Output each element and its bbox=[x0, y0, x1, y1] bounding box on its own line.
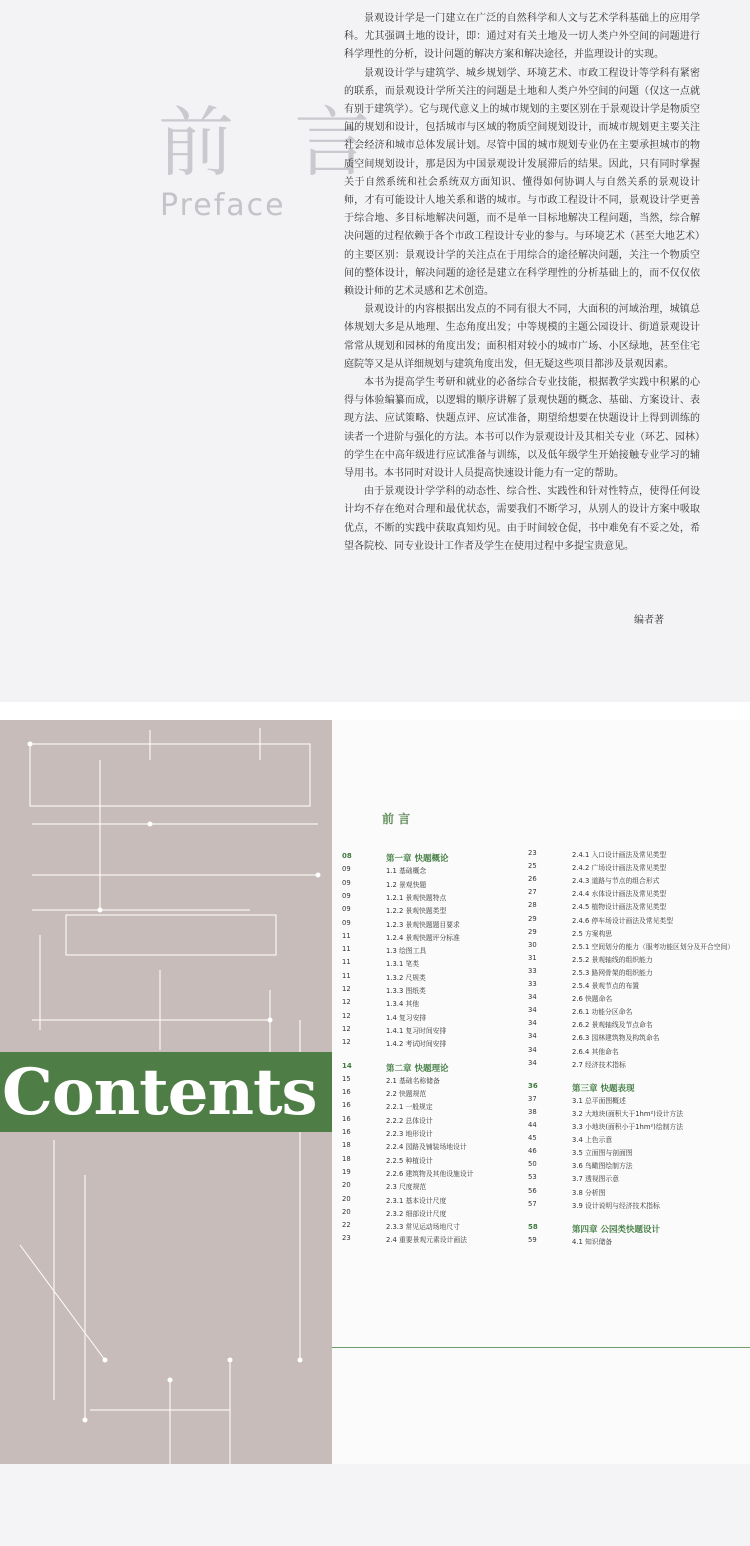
toc-page-number: 38 bbox=[528, 1107, 537, 1116]
preface-title-cn: 前 言 bbox=[158, 98, 389, 187]
toc-title: 2.2.1 一般规定 bbox=[386, 1103, 433, 1112]
toc-title: 1.4.2 考试时间安排 bbox=[386, 1040, 447, 1049]
toc-title: 2.7 经济技术指标 bbox=[572, 1060, 626, 1069]
toc-page-number: 29 bbox=[528, 927, 537, 936]
preface-paragraph: 本书为提高学生考研和就业的必备综合专业技能，根据教学实践中积累的心得与体验编纂而成，以逻辑的顺序讲解了景观快题的概念、基础、方案设计、表现方法、应试策略、快题点评、应试准备，期望给想要在快题设计上得到训练的读者一个进阶与强化的方法。本书可以作为景观设计及其相关专业（环艺、园林）的学生在中高年级进行应试准备与训练，以及低年级学生开始接触专业学习的辅导用书。本书同时对设计人员提高快速设计能力有一定的帮助。 bbox=[344, 377, 700, 480]
toc-page-number: 18 bbox=[342, 1154, 351, 1163]
toc-title: 2.2.5 种植设计 bbox=[386, 1156, 433, 1165]
toc-title: 1.3.2 尺规类 bbox=[386, 973, 426, 982]
page-bottom bbox=[0, 1464, 750, 1546]
toc-page-number: 18 bbox=[342, 1141, 351, 1150]
toc-preface-label: 前 言 bbox=[382, 812, 411, 826]
toc-page-number: 58 bbox=[528, 1222, 538, 1231]
toc-title: 1.2.1 景观快题特点 bbox=[386, 893, 447, 902]
toc-page-number: 46 bbox=[528, 1147, 537, 1156]
toc-title: 3.6 鸟瞰图绘制方法 bbox=[572, 1162, 633, 1171]
toc-page-number: 16 bbox=[342, 1128, 351, 1136]
toc-page-number: 09 bbox=[342, 891, 351, 900]
toc-page-number: 30 bbox=[528, 940, 537, 949]
toc-title: 1.4.1 复习时间安排 bbox=[386, 1026, 447, 1035]
toc-page-number: 16 bbox=[342, 1101, 351, 1110]
preface-paragraph: 景观设计学与建筑学、城乡规划学、环境艺术、市政工程设计等学科有紧密的联系，而景观设计学所关注的问题是土地和人类户外空间的问题（仅这一点就有别于建筑学）。它与现代意义上的城市规划的主要区别在于景观设计学是物质空间的规划和设计，包括城市与区域的物质空间规划设计，而城市规划更主要关注社会经济和城市总体发展计划。尽管中国的城市规划专业仍在主要承担城市的物质空间规划设计，那是因为中国景观设计发展滞后的结果。因此，只有同时掌握关于自然系统和社会系统双方面知识、懂得如何协调人与自然关系的景观设计师，才有可能设计人地关系和谐的城市。与市政工程设计不同，景观设计学更善于综合地、多目标地解决问题，而不是单一目标地解决工程问题，当然，综合解决问题的过程依赖于各个市政工程设计专业的参与。与环境艺术（甚至大地艺术）的主要区别：景观设计学的关注点在于用综合的途径解决问题，关注一个物质空间的整体设计，解决问题的途径是建立在科学理性的分析基础上的，而不仅仅依赖设计师的艺术灵感和艺术创造。 bbox=[344, 67, 700, 298]
toc-title: 2.5.4 景观节点的布置 bbox=[572, 982, 640, 990]
toc-title: 2.2 快题规范 bbox=[386, 1090, 427, 1099]
toc-page-number: 20 bbox=[342, 1194, 351, 1203]
toc-title: 2.4.2 广场设计画法及常见类型 bbox=[572, 864, 667, 873]
preface-body bbox=[344, 10, 700, 556]
decor-rect-top bbox=[30, 744, 310, 806]
toc-page-number: 59 bbox=[528, 1235, 537, 1244]
toc-title: 2.1 基础名称储备 bbox=[386, 1076, 440, 1085]
toc-title: 3.9 设计说明与经济技术指标 bbox=[572, 1201, 660, 1210]
toc-title: 2.6.3 园林建筑物及构筑命名 bbox=[572, 1034, 660, 1043]
toc-title: 2.6.1 功能分区命名 bbox=[572, 1008, 633, 1017]
toc-page-number: 31 bbox=[528, 953, 537, 962]
toc-page-number: 08 bbox=[342, 852, 352, 860]
toc-title: 3.7 透视图示意 bbox=[572, 1175, 619, 1184]
toc-page-number: 29 bbox=[528, 914, 537, 923]
preface-signature: 编者著 bbox=[634, 615, 664, 626]
toc-title: 1.3.1 笔类 bbox=[386, 960, 420, 969]
toc-page-number: 34 bbox=[528, 1006, 537, 1015]
toc-page-number: 36 bbox=[528, 1081, 538, 1090]
toc-title: 2.4.4 水体设计画法及常见类型 bbox=[572, 890, 667, 899]
toc-page-number: 19 bbox=[342, 1167, 351, 1176]
toc-left-column bbox=[342, 852, 522, 1272]
toc-title: 第一章 快题概论 bbox=[386, 854, 449, 864]
toc-title: 1.3.3 图纸类 bbox=[386, 987, 426, 995]
toc-page-number: 56 bbox=[528, 1186, 537, 1195]
toc-title: 3.8 分析图 bbox=[572, 1188, 606, 1197]
toc-page-number: 28 bbox=[528, 901, 537, 910]
toc-page-number: 12 bbox=[342, 1038, 351, 1047]
toc-page-number: 27 bbox=[528, 888, 537, 897]
toc-title: 2.4.3 道路与节点的组合形式 bbox=[572, 877, 660, 886]
toc-page-number: 09 bbox=[342, 878, 351, 887]
toc-page-number: 34 bbox=[528, 1058, 537, 1067]
toc-page-number: 33 bbox=[528, 966, 537, 975]
toc-title: 1.2.4 景观快题评分标准 bbox=[386, 933, 460, 942]
toc-page-number: 20 bbox=[342, 1181, 351, 1190]
footer-rule bbox=[332, 1347, 750, 1348]
toc-title: 3.4 上色示意 bbox=[572, 1136, 613, 1145]
toc-page-number: 09 bbox=[342, 918, 351, 927]
toc-page-number: 34 bbox=[528, 1019, 537, 1028]
toc-title: 2.3 尺度规范 bbox=[386, 1183, 427, 1192]
toc-page-number: 37 bbox=[528, 1094, 537, 1103]
toc-page-number: 11 bbox=[342, 971, 351, 980]
toc-page-number: 16 bbox=[342, 1114, 351, 1123]
preface-paragraph: 由于景观设计学学科的动态性、综合性、实践性和针对性特点，使得任何设计均不存在绝对合理和最优状态，需要我们不断学习，从别人的设计方案中吸取优点，不断的实践中获取真知灼见。由于时间较仓促，书中难免有不妥之处，希望各院校、同专业设计工作者及学生在使用过程中多提宝贵意见。 bbox=[344, 486, 700, 552]
toc-page-number: 14 bbox=[342, 1061, 352, 1070]
toc-title: 2.3.2 细部设计尺度 bbox=[386, 1209, 447, 1218]
toc-title: 2.5.3 路网骨架的组织能力 bbox=[572, 968, 653, 977]
toc-title: 2.4.5 植物设计画法及常见类型 bbox=[572, 903, 667, 912]
toc-title: 1.2.3 景观快题题目要求 bbox=[386, 920, 460, 929]
toc-page-number: 12 bbox=[342, 1024, 351, 1033]
toc-title: 2.4.6 停车场设计画法及常见类型 bbox=[572, 916, 674, 925]
toc-page-number: 25 bbox=[528, 862, 537, 871]
toc-title: 3.2 大地块(面积大于1hm²)设计方法 bbox=[572, 1109, 684, 1118]
page-gap bbox=[0, 702, 750, 720]
toc-page-number: 44 bbox=[528, 1121, 537, 1129]
toc-page-number: 11 bbox=[342, 931, 351, 940]
preface-page bbox=[0, 0, 750, 702]
toc-title: 1.2.2 景观快题类型 bbox=[386, 907, 447, 916]
toc-title: 2.3.1 基本设计尺度 bbox=[386, 1196, 447, 1205]
toc-page-number: 57 bbox=[528, 1199, 537, 1208]
toc-title: 2.2.6 建筑物及其他设施设计 bbox=[386, 1169, 474, 1178]
toc-title: 2.6.4 其他命名 bbox=[572, 1047, 619, 1056]
toc-title: 2.2.2 总体设计 bbox=[386, 1116, 433, 1125]
toc-page-number: 11 bbox=[342, 958, 351, 967]
toc-title: 1.3.4 其他 bbox=[386, 1000, 420, 1009]
toc-title: 3.1 总平面图概述 bbox=[572, 1096, 626, 1105]
toc-title: 2.6.2 景观轴线及节点命名 bbox=[572, 1021, 653, 1030]
toc-page-number: 22 bbox=[342, 1221, 351, 1230]
toc-page-number: 34 bbox=[528, 993, 537, 1002]
toc-title: 2.5 方案构思 bbox=[572, 929, 613, 938]
toc-title: 2.4 重要景观元素设计画法 bbox=[386, 1236, 467, 1245]
toc-title: 1.4 复习安排 bbox=[386, 1013, 427, 1022]
toc-title: 2.5.2 景观轴线的组织能力 bbox=[572, 955, 653, 964]
toc-page-number: 12 bbox=[342, 1011, 351, 1020]
preface-paragraph: 景观设计的内容根据出发点的不同有很大不同，大面积的河域治理，城镇总体规划大多是从地理、生态角度出发；中等规模的主题公园设计、街道景观设计常常从规划和园林的角度出发；面积相对较小的城市广场、小区绿地，甚至住宅庭院等又是从详细规划与建筑角度出发，但无疑这些项目都涉及景观因素。 bbox=[344, 304, 700, 370]
toc-title: 2.3.3 常见运动场地尺寸 bbox=[386, 1223, 460, 1232]
decor-rect-mid bbox=[66, 915, 276, 955]
toc-title: 1.3 绘图工具 bbox=[386, 947, 427, 956]
toc-title: 2.4.1 入口设计画法及常见类型 bbox=[572, 851, 667, 859]
toc-page-number: 34 bbox=[528, 1032, 537, 1041]
toc-title: 2.5.1 空间划分的能力（服考功能区划分及开合空间） bbox=[572, 942, 735, 951]
toc-page-number: 23 bbox=[342, 1234, 351, 1243]
toc-title: 3.5 立面图与剖面图 bbox=[572, 1149, 633, 1158]
toc-page-number: 12 bbox=[342, 985, 351, 993]
toc-title: 2.2.3 地形设计 bbox=[386, 1130, 433, 1138]
toc-right-column bbox=[528, 849, 750, 1269]
toc-title: 第三章 快题表现 bbox=[572, 1083, 635, 1094]
toc-page-number: 45 bbox=[528, 1134, 537, 1143]
toc-page-number: 33 bbox=[528, 980, 537, 988]
toc-title: 1.1 基础概念 bbox=[386, 867, 427, 876]
toc-page-number: 26 bbox=[528, 875, 537, 884]
toc-page-number: 12 bbox=[342, 998, 351, 1007]
toc-page-number: 11 bbox=[342, 945, 351, 954]
toc-page-number: 09 bbox=[342, 865, 351, 874]
preface-title-en: Preface bbox=[160, 188, 286, 223]
toc-page-number: 15 bbox=[342, 1074, 351, 1083]
toc-title: 3.3 小地块(面积小于1hm²)绘制方法 bbox=[572, 1123, 684, 1131]
toc-page-number: 34 bbox=[528, 1045, 537, 1054]
toc-title: 1.2 景观快题 bbox=[386, 880, 427, 889]
toc-page-number: 23 bbox=[528, 849, 537, 857]
toc-page-number: 16 bbox=[342, 1088, 351, 1097]
toc-page-number: 53 bbox=[528, 1173, 537, 1182]
preface-paragraph: 景观设计学是一门建立在广泛的自然科学和人文与艺术学科基础上的应用学科。尤其强调土地的设计，即：通过对有关土地及一切人类户外空间的问题进行科学理性的分析，设计问题的解决方案和解决途径，并监理设计的实现。 bbox=[344, 13, 700, 61]
toc-title: 第四章 公园类快题设计 bbox=[572, 1224, 660, 1235]
toc-page-number: 20 bbox=[342, 1207, 351, 1216]
toc-page-number: 09 bbox=[342, 905, 351, 914]
toc-title: 4.1 知识储备 bbox=[572, 1237, 613, 1246]
toc-page-number: 50 bbox=[528, 1160, 537, 1169]
toc-title: 2.2.4 园路及铺装场地设计 bbox=[386, 1143, 467, 1152]
toc-title: 2.6 快题命名 bbox=[572, 995, 613, 1004]
contents-heading: Contents bbox=[2, 1055, 317, 1130]
toc-title: 第二章 快题理论 bbox=[386, 1063, 449, 1074]
